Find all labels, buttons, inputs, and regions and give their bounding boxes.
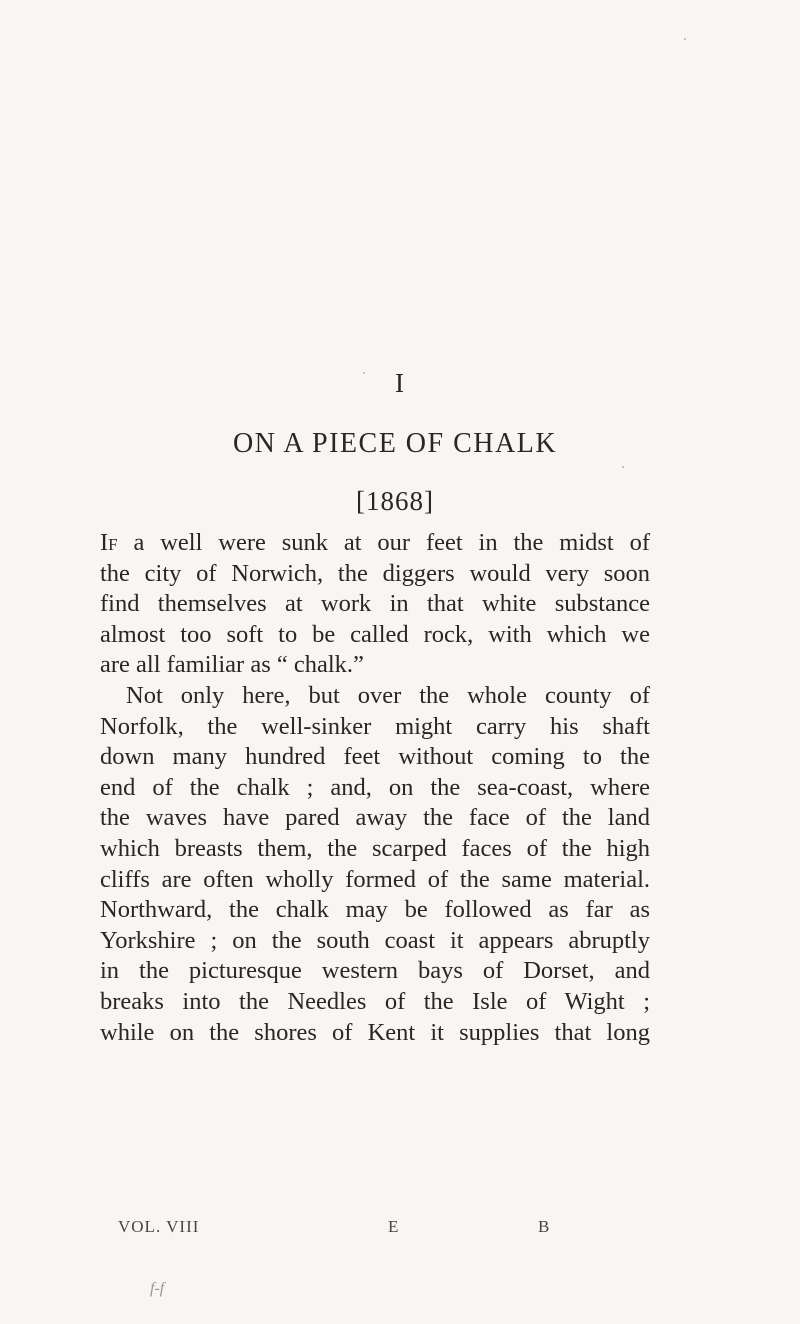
library-mark: f-f	[150, 1280, 165, 1297]
body-line: Not only here, but over the whole county of	[126, 681, 650, 709]
body-line: the waves have pared away the face of the land	[100, 804, 650, 832]
body-text	[100, 528, 650, 1048]
gathering-letter: B	[538, 1217, 551, 1236]
chapter-date: [1868]	[356, 486, 434, 516]
paper-speck	[684, 38, 686, 40]
body-line: almost too soft to be called rock, with which we	[100, 620, 650, 648]
body-line: end of the chalk ; and, on the sea-coast, where	[100, 773, 650, 801]
body-line: Yorkshire ; on the south coast it appears abruptly	[100, 926, 650, 954]
body-line: in the picturesque western bays of Dorset, and	[100, 957, 650, 985]
signature-mark: VOL. VIII	[118, 1217, 200, 1236]
body-line: breaks into the Needles of the Isle of Wight ;	[100, 987, 650, 1015]
drop-word: If	[100, 529, 118, 556]
body-line: are all familiar as “ chalk.”	[100, 651, 364, 679]
body-line: the city of Norwich, the diggers would very soon	[100, 559, 650, 587]
paper-speck	[363, 372, 365, 374]
printer-mark: E	[388, 1217, 400, 1236]
body-line: find themselves at work in that white substance	[100, 590, 650, 618]
body-line	[100, 528, 650, 559]
body-line: Norfolk, the well-sinker might carry his shaft	[100, 712, 650, 740]
body-line: cliffs are often wholly formed of the same material.	[100, 865, 650, 893]
body-line: while on the shores of Kent it supplies that long	[100, 1018, 650, 1046]
paper-speck	[622, 466, 624, 468]
body-line: Northward, the chalk may be followed as far as	[100, 896, 650, 924]
chapter-title: ON A PIECE OF CHALK	[232, 428, 558, 459]
body-line: which breasts them, the scarped faces of the high	[100, 834, 650, 862]
body-line: down many hundred feet without coming to the	[100, 743, 650, 771]
chapter-number: I	[395, 368, 405, 398]
body-line-text: a well were sunk at our feet in the midst of	[117, 529, 650, 556]
